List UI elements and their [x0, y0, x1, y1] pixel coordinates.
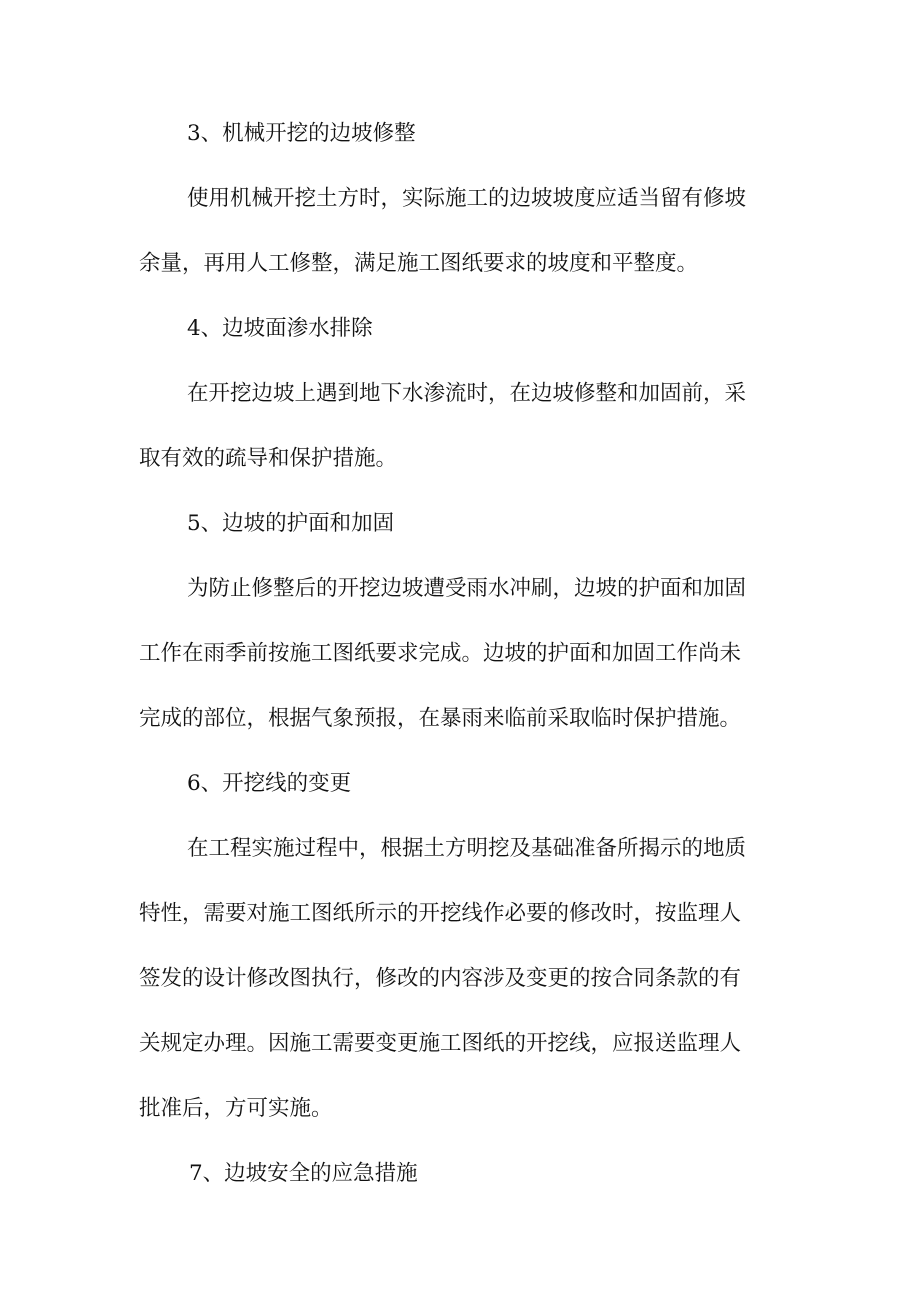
- paragraph-line: 完成的部位，根据气象预报，在暴雨来临前采取临时保护措施。: [139, 706, 742, 731]
- paragraph-line: 签发的设计修改图执行，修改的内容涉及变更的按合同条款的有: [139, 966, 742, 991]
- section-heading-3: 3、机械开挖的边坡修整: [187, 121, 416, 146]
- paragraph-line: 使用机械开挖土方时，实际施工的边坡坡度应适当留有修坡: [187, 186, 747, 211]
- paragraph-line: 在开挖边坡上遇到地下水渗流时，在边坡修整和加固前，采: [187, 381, 747, 406]
- paragraph-line: 工作在雨季前按施工图纸要求完成。边坡的护面和加固工作尚未: [139, 641, 742, 666]
- paragraph-line: 特性，需要对施工图纸所示的开挖线作必要的修改时，按监理人: [139, 901, 742, 926]
- section-heading-6: 6、开挖线的变更: [187, 771, 352, 796]
- paragraph-line: 关规定办理。因施工需要变更施工图纸的开挖线，应报送监理人: [139, 1031, 742, 1056]
- paragraph-line: 批准后，方可实施。: [139, 1096, 333, 1121]
- section-heading-7: 7、边坡安全的应急措施: [189, 1161, 418, 1186]
- paragraph-line: 余量，再用人工修整，满足施工图纸要求的坡度和平整度。: [139, 251, 699, 276]
- section-heading-5: 5、边坡的护面和加固: [187, 511, 395, 536]
- paragraph-line: 取有效的疏导和保护措施。: [139, 446, 398, 471]
- section-heading-4: 4、边坡面渗水排除: [187, 316, 373, 341]
- paragraph-line: 为防止修整后的开挖边坡遭受雨水冲刷，边坡的护面和加固: [187, 576, 747, 601]
- paragraph-line: 在工程实施过程中，根据土方明挖及基础准备所揭示的地质: [187, 836, 747, 861]
